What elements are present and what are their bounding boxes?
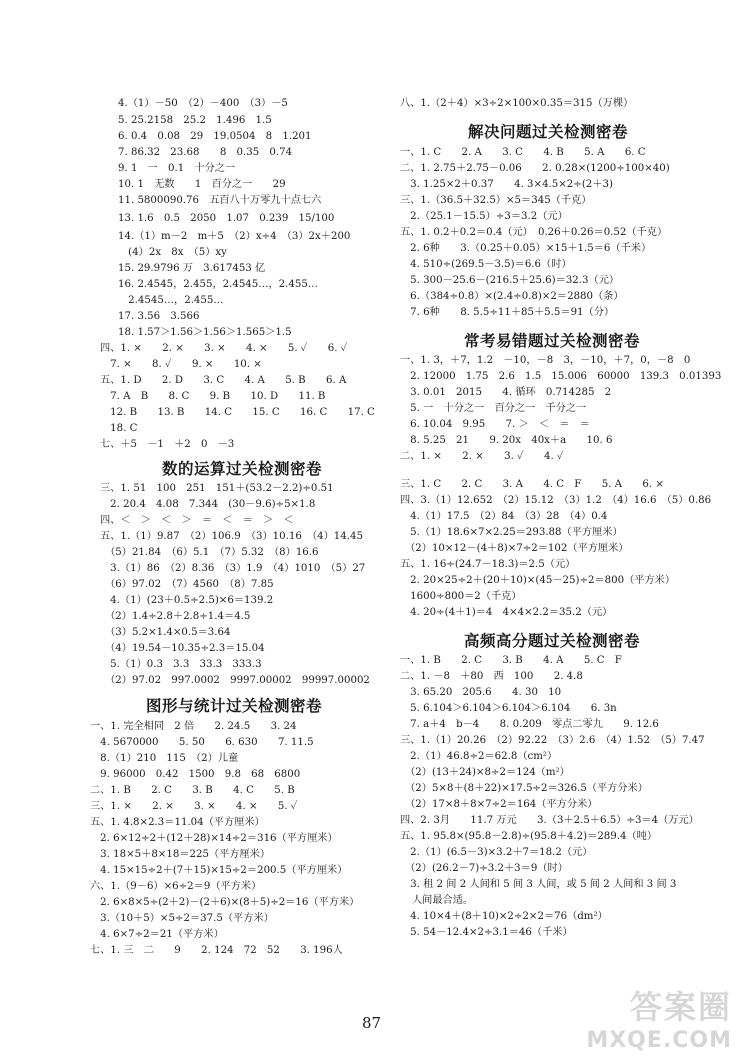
left-line: 4.（1）－50 （2）－400 （3）－5 xyxy=(118,98,288,109)
right-line: 7. a＋4 b－4 8. 0.209 零点二零九 9. 12.6 xyxy=(400,719,659,730)
left-line: 7. 86.32 23.68 8 0.35 0.74 xyxy=(118,147,293,158)
left-line: （3）5.2×1.4×0.5＝3.64 xyxy=(100,627,231,638)
left-line: 18. C xyxy=(100,423,138,434)
left-line: 9. 96000 0.42 1500 9.8 68 6800 xyxy=(90,769,301,780)
left-line: （6）97.02 （7）4560 （8）7.85 xyxy=(100,579,274,590)
right-line: 3. 65.20 205.6 4. 30 10 xyxy=(400,687,562,698)
left-line: 五、1.（1）9.87 （2）106.9 （3）10.16 （4）14.45 xyxy=(100,531,363,542)
left-line: 4. 6×7÷2＝21（平方米） xyxy=(90,929,224,940)
left-line: 2. 6×12÷2＋(12＋28)×14÷2＝316（平方厘米） xyxy=(90,833,338,844)
left-line: （5）21.84 （6）5.1 （7）5.32 （8）16.6 xyxy=(100,547,319,558)
left-line: 五、1. D 2. D 3. C 4. A 5. B 6. A xyxy=(100,375,347,386)
right-line: 一、1. B 2. C 3. B 4. A 5. C F xyxy=(400,655,622,666)
left-line: 七、1. 三 二 9 2. 124 72 52 3. 196人 xyxy=(90,945,343,956)
left-line: 3.（10＋5）×5÷2＝37.5（平方米） xyxy=(90,913,274,924)
left-line: 16. 2.4545，2.455，2.4545…，2.455… xyxy=(118,279,318,290)
section-title: 图形与统计过关检测密卷 xyxy=(146,697,323,715)
watermark-logo-text: 答案圈 xyxy=(629,988,732,1026)
left-line: 四、1. × 2. × 3. × 4. × 5. ✓ 6. ✓ xyxy=(100,343,348,354)
right-line: 3. 0.01 2015 4. 循环 0.714285 2 xyxy=(400,387,612,398)
right-line: 一、1. C 2. A 3. C 4. B 5. A 6. C xyxy=(400,147,646,158)
left-line: 15. 29.9796 万 3.617453 亿 xyxy=(118,263,266,274)
right-line: 7. 6种 8. 5.5÷11＋85＋5.5＝91（分） xyxy=(400,307,615,318)
right-line: 二、1. －8 ＋80 西 100 2. 4.8 xyxy=(400,671,583,682)
section-title: 解决问题过关检测密卷 xyxy=(468,123,629,141)
right-line: （2）5×8＋(8＋22)×17.5÷2＝326.5（平方分米） xyxy=(400,783,648,794)
left-line: 10. 1 无数 1 百分之一 29 xyxy=(118,179,286,190)
right-line: 5. 300－25.6－(216.5＋25.6)＝32.3（元） xyxy=(400,275,620,286)
right-line: 五、1. 16÷(24.7－18.3)＝2.5（元） xyxy=(400,559,576,570)
left-line: 4. 5670000 5. 50 6. 630 7. 11.5 xyxy=(90,737,314,748)
right-line: 二、1. × 2. × 3. ✓ 4. ✓ xyxy=(400,451,564,462)
right-line: （2）(13＋24)×8÷2＝124（m²） xyxy=(400,767,570,778)
left-line: 3. 18×5＋8×18＝225（平方厘米） xyxy=(90,849,271,860)
left-line: 5.（1）0.3 3.3 33.3 333.3 xyxy=(100,659,262,670)
right-line: 6.（384÷0.8）×(2.4÷0.8)×2＝2880（条） xyxy=(400,291,624,302)
left-line: 二、1. B 2. C 3. B 4. C 5. B xyxy=(90,785,295,796)
right-line: （2）17×8＋8×7÷2＝164（平方分米） xyxy=(400,799,598,810)
right-line: （2）(26.2－7)÷3.2＋3＝9（时） xyxy=(400,863,568,874)
right-line: 6. 10.04 9.95 7. ＞ ＜ ＝ ＝ xyxy=(400,419,590,430)
left-line: 8.（1）210 115 （2）儿童 xyxy=(90,753,239,764)
left-line: 2.4545…，2.455… xyxy=(118,295,224,306)
right-line: 三、1. C 2. C 3. A 4. C F 5. A 6. × xyxy=(400,479,664,490)
right-line: 8. 5.25 21 9. 20x 40x＋a 10. 6 xyxy=(400,435,613,446)
right-line: 三、1.（36.5＋32.5）×5＝345（千克） xyxy=(400,195,592,206)
right-line: 2.（1）46.8÷2＝62.8（cm²） xyxy=(400,751,558,762)
left-line: 4. 15×15÷2＋(7＋15)×15÷2＝200.5（平方厘米） xyxy=(90,865,348,876)
left-line: 13. 1.6 0.5 2050 1.07 0.239 15/100 xyxy=(118,213,335,224)
watermark-url: MXQE.COM xyxy=(586,1028,732,1053)
left-line: （2）97.02 997.0002 9997.00002 99997.00002 xyxy=(100,675,370,686)
left-line: 三、1. × 2. × 3. × 4. × 5. ✓ xyxy=(90,801,298,812)
left-line: 2. 20.4 4.08 7.344 (30－9.6)÷5×1.8 xyxy=(100,499,316,510)
left-line: 7. A B 8. C 9. B 10. D 11. B xyxy=(100,391,326,402)
right-line: 四、3.（1）12.652 （2）15.12 （3）1.2 （4）16.6 （5）0.86 xyxy=(400,495,712,506)
right-line: 2. 20×25÷2＋(20＋10)×(45－25)÷2＝800（平方米） xyxy=(400,575,676,586)
section-title: 常考易错题过关检测密卷 xyxy=(464,332,641,350)
left-line: 12. B 13. B 14. C 15. C 16. C 17. C xyxy=(100,407,375,418)
page-number: 87 xyxy=(362,1014,382,1032)
right-line: 2. 12000 1.75 2.6 1.5 15.006 60000 139.3 0.01393 xyxy=(400,371,722,382)
left-line: 4.（1）(23＋0.5÷2.5)×6＝139.2 xyxy=(100,595,274,606)
right-line: 一、1. 3，＋7，1.2 －10，－8 3，－10，＋7，0，－8 0 xyxy=(400,355,691,366)
left-line: 七、＋5 －1 ＋2 0 －3 xyxy=(100,439,235,450)
right-line: 二、1. 2.75＋2.75－0.06 2. 0.28×(1200÷100×40) xyxy=(400,163,670,174)
watermark xyxy=(586,982,732,1053)
left-line: 一、1. 完全相同 2 倍 2. 24.5 3. 24 xyxy=(90,721,297,732)
right-line: 三、1.（1）20.26 （2）92.22 （3）2.6 （4）1.52 （5）7.47 xyxy=(400,735,705,746)
right-line: 4. 510÷(269.5－3.5)＝6.6（时） xyxy=(400,259,572,270)
left-line: 四、＜ ＞ ＜ ＞ ＝ ＜ ＝ ＞ ＜ xyxy=(100,515,294,526)
right-line: 5. 54－12.4×2÷3.1＝46（千米） xyxy=(400,927,573,938)
left-line: 11. 5800090.76 五百八十万零九十点七六 xyxy=(118,195,322,206)
right-line: 4. 10×4＋(8＋10)×2÷2×2＝76（dm²） xyxy=(400,911,608,922)
right-line: 4. 20÷(4＋1)＝4 4×4×2.2＝35.2（元） xyxy=(400,607,613,618)
right-line: 5. 一 十分之一 百分之一 千分之一 xyxy=(400,403,587,414)
left-line: 2. 6×8×5÷(2＋2)－(2＋6)×(8＋5)÷2＝16（平方米） xyxy=(90,897,360,908)
right-line: 1600÷800＝2（千克） xyxy=(400,591,522,602)
right-line: 八、1.（2＋4）×3÷2×100×0.35＝315（万棵） xyxy=(400,98,634,109)
right-line: 3. 1.25×2＋0.37 4. 3×4.5×2÷(2＋3) xyxy=(400,179,613,190)
right-line: 2.（1）(6.5－3)×3.2＋7＝18.2（元） xyxy=(400,847,593,858)
right-line: 五、1. 0.2＋0.2＝0.4（元） 0.26＋0.26＝0.52（千克） xyxy=(400,227,668,238)
right-line: 5.（1）18.6×7×2.25＝293.88（平方厘米） xyxy=(400,527,623,538)
left-line: 6. 0.4 0.08 29 19.0504 8 1.201 xyxy=(118,131,312,142)
right-line: （2）10×12－(4＋8)×7÷2＝102（平方厘米） xyxy=(400,543,629,554)
left-line: 三、1. 51 100 251 151＋(53.2－2.2)÷0.51 xyxy=(100,483,334,494)
section-title: 数的运算过关检测密卷 xyxy=(162,460,323,478)
right-line: 5. 6.104＞6.104＞6.104＞6.104 6. 3n xyxy=(400,703,617,714)
left-line: （2）1.4÷2.8＋2.8÷1.4＝4.5 xyxy=(100,611,251,622)
left-line: 5. 25.2158 25.2 1.496 1.5 xyxy=(118,115,272,126)
left-line: 7. × 8. ✓ 9. × 10. × xyxy=(100,359,262,370)
left-line: 17. 3.56 3.566 xyxy=(118,311,200,322)
right-line: 人间最合适。 xyxy=(412,895,474,906)
right-line: 4.（1）17.5 （2）84 （3）28 （4）0.4 xyxy=(400,511,608,522)
left-line: 14.（1）m－2 m＋5 （2）x÷4 （3）2x＋200 xyxy=(118,231,351,242)
left-line: 9. 1 一 0.1 十分之一 xyxy=(118,163,236,174)
right-line: 四、2. 3月 11.7 万元 3.（3＋2.5＋6.5）÷3＝4（万元） xyxy=(400,815,699,826)
left-line: 3.（1）86 （2）8.36 （3）1.9 （4）1010 （5）27 xyxy=(100,563,366,574)
right-line: 2.（25.1－15.5）÷3＝3.2（元） xyxy=(400,211,568,222)
left-line: 18. 1.57＞1.56＞1.56＞1.565＞1.5 xyxy=(118,327,292,338)
left-line: （4）19.54－10.35÷2.3＝15.04 xyxy=(100,643,265,654)
left-line: 六、1.（9－6）×6÷2＝9（平方米） xyxy=(90,881,262,892)
left-line: 五、1. 4.8×2.3＝11.04（平方厘米） xyxy=(90,817,265,828)
right-line: 3. 租 2 间 2 人间和 5 间 3 人间，或 5 间 2 人间和 3 间 3 xyxy=(400,879,677,890)
right-line: 2. 6种 3.（0.25＋0.05）×15＋1.5＝6（千米） xyxy=(400,243,652,254)
right-line: 五、1. 95.8×(95.8－2.8)÷(95.8＋4.2)＝289.4（吨） xyxy=(400,831,658,842)
section-title: 高频高分题过关检测密卷 xyxy=(464,632,641,650)
left-line: (4）2x 8x （5）xy xyxy=(118,247,227,258)
